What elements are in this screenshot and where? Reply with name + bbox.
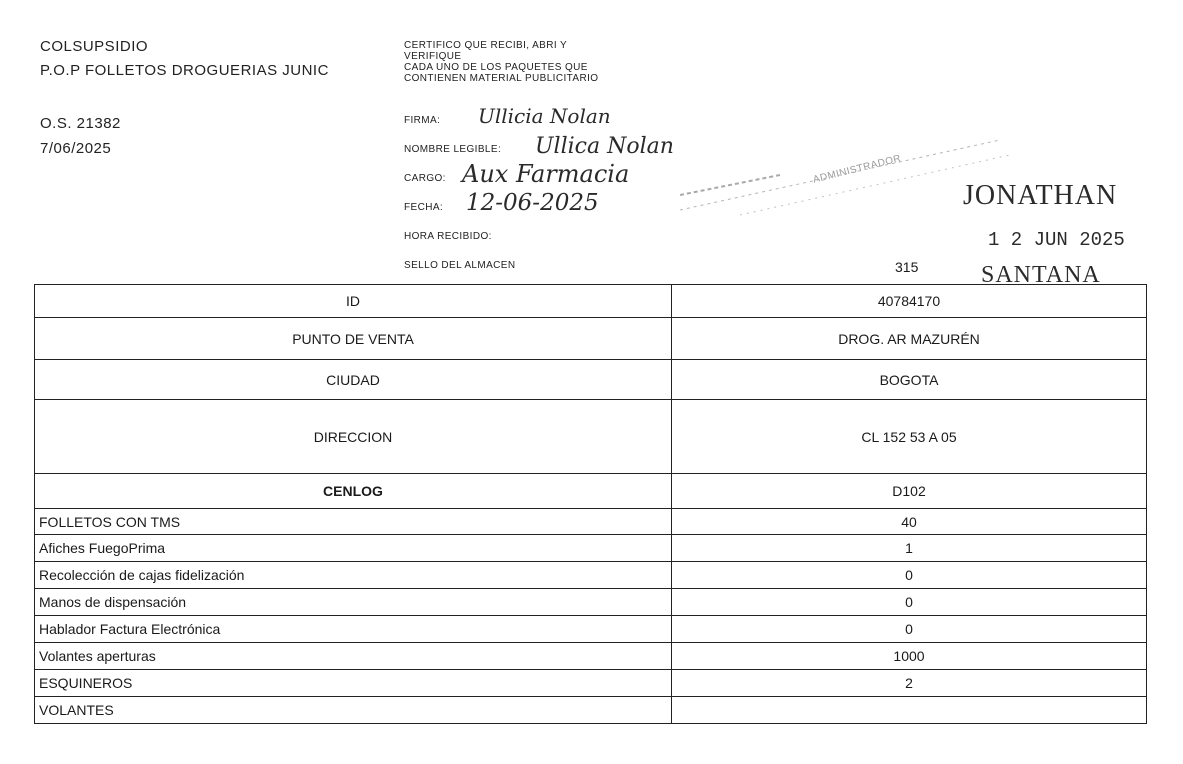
table-row [35,535,1147,562]
table-row [35,643,1147,670]
stamp-date: 1 2 JUN 2025 [988,229,1125,251]
row-value: 2 [672,670,1147,697]
table-row [35,400,1147,474]
faint-stamp-marks [680,120,1010,220]
stamp-name-bottom: SANTANA [981,262,1101,288]
cargo-handwritten: Aux Farmacia [462,160,630,188]
table-row [35,562,1147,589]
table-row [35,616,1147,643]
delivery-table [34,284,1147,724]
row-label: ID [35,285,672,318]
row-value: 1000 [672,643,1147,670]
document-date: 7/06/2025 [40,140,112,157]
row-value: DROG. AR MAZURÉN [672,318,1147,360]
nombre-handwritten: Ullica Nolan [535,134,674,159]
table-row [35,589,1147,616]
store-number: 315 [895,259,919,275]
row-value: BOGOTA [672,360,1147,400]
certificate-line: VERIFIQUE [404,51,462,62]
table-row [35,318,1147,360]
row-value [672,697,1147,724]
table-row [35,670,1147,697]
row-value: 0 [672,616,1147,643]
company-name: COLSUPSIDIO [40,38,149,55]
row-label: CIUDAD [35,360,672,400]
row-value: 40 [672,509,1147,535]
row-label: FOLLETOS CON TMS [35,509,672,535]
fecha-label: FECHA: [404,202,444,213]
stamp-role: ADMINISTRADOR [812,153,903,186]
table-row [35,509,1147,535]
cargo-label: CARGO: [404,173,446,184]
row-label: DIRECCION [35,400,672,474]
row-value: CL 152 53 A 05 [672,400,1147,474]
certificate-line: CONTIENEN MATERIAL PUBLICITARIO [404,73,599,84]
row-label: Manos de dispensación [35,589,672,616]
certificate-line: CERTIFICO QUE RECIBI, ABRI Y [404,40,568,51]
row-label: PUNTO DE VENTA [35,318,672,360]
project-title: P.O.P FOLLETOS DROGUERIAS JUNIC [40,62,329,79]
row-label: Afiches FuegoPrima [35,535,672,562]
firma-label: FIRMA: [404,115,441,126]
table-row [35,285,1147,318]
hora-label: HORA RECIBIDO: [404,231,492,242]
sello-label: SELLO DEL ALMACEN [404,260,516,271]
certificate-line: CADA UNO DE LOS PAQUETES QUE [404,62,588,73]
row-value: 0 [672,562,1147,589]
row-value: 1 [672,535,1147,562]
nombre-label: NOMBRE LEGIBLE: [404,144,502,155]
row-label: Volantes aperturas [35,643,672,670]
row-value: 0 [672,589,1147,616]
firma-signature: Ullicia Nolan [478,104,611,128]
table-row [35,697,1147,724]
row-label: VOLANTES [35,697,672,724]
certificate-text [404,40,598,84]
row-label: ESQUINEROS [35,670,672,697]
fecha-handwritten: 12-06-2025 [466,190,599,216]
stamp-name-top: JONATHAN [963,180,1118,211]
order-number: O.S. 21382 [40,115,121,132]
row-label: Recolección de cajas fidelización [35,562,672,589]
table-row [35,474,1147,509]
table-row [35,360,1147,400]
row-value: D102 [672,474,1147,509]
row-label: Hablador Factura Electrónica [35,616,672,643]
row-value: 40784170 [672,285,1147,318]
row-label: CENLOG [35,474,672,509]
